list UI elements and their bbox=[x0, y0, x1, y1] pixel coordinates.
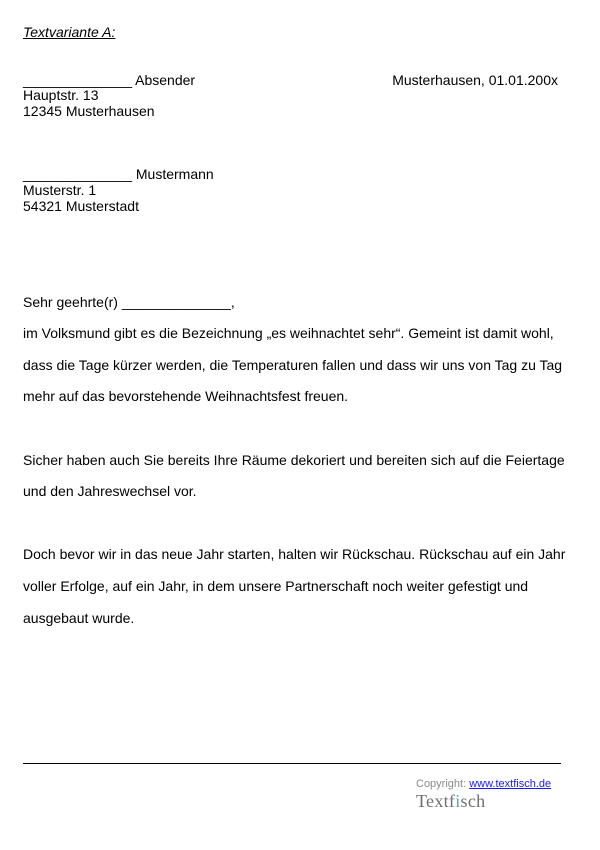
sender-street: Hauptstr. 13 bbox=[23, 87, 99, 103]
body-line: und den Jahreswechsel vor. bbox=[23, 483, 197, 499]
date-line: Musterhausen, 01.01.200x bbox=[392, 72, 558, 88]
logo-text-end: sch bbox=[460, 791, 486, 811]
body-line: Doch bevor wir in das neue Jahr starten, halten wir Rückschau. Rückschau auf ein Jahr bbox=[23, 546, 566, 562]
body-line: im Volksmund gibt es die Bezeichnung „es weihnachtet sehr“. Gemeint ist damit wohl, bbox=[23, 325, 554, 341]
footer-divider bbox=[23, 763, 561, 764]
body-line: voller Erfolge, auf ein Jahr, in dem unsere Partnerschaft noch weiter gefestigt und bbox=[23, 578, 529, 594]
sender-city: 12345 Musterhausen bbox=[23, 103, 155, 119]
salutation: Sehr geehrte(r) ______________, bbox=[23, 294, 235, 310]
body-line: ausgebaut wurde. bbox=[23, 610, 135, 626]
recipient-label-line: ______________ Mustermann bbox=[23, 166, 214, 182]
copyright-notice bbox=[416, 777, 551, 791]
textfisch-logo bbox=[416, 790, 485, 812]
sender-label-line: ______________ Absender bbox=[23, 72, 196, 88]
logo-text-start: Textf bbox=[416, 791, 456, 811]
copyright-label: Copyright: bbox=[416, 778, 467, 790]
copyright-link[interactable]: www.textfisch.de bbox=[469, 778, 552, 790]
body-line: mehr auf das bevorstehende Weihnachtsfest freuen. bbox=[23, 388, 349, 404]
recipient-street: Musterstr. 1 bbox=[23, 182, 97, 198]
body-line: Sicher haben auch Sie bereits Ihre Räume dekoriert und bereiten sich auf die Feiertage bbox=[23, 452, 565, 468]
variant-heading: Textvariante A: bbox=[23, 24, 116, 40]
recipient-city: 54321 Musterstadt bbox=[23, 198, 139, 214]
logo-fish-glyph: i bbox=[455, 791, 461, 811]
body-line: dass die Tage kürzer werden, die Temperaturen fallen und dass wir uns von Tag zu Tag bbox=[23, 357, 563, 373]
